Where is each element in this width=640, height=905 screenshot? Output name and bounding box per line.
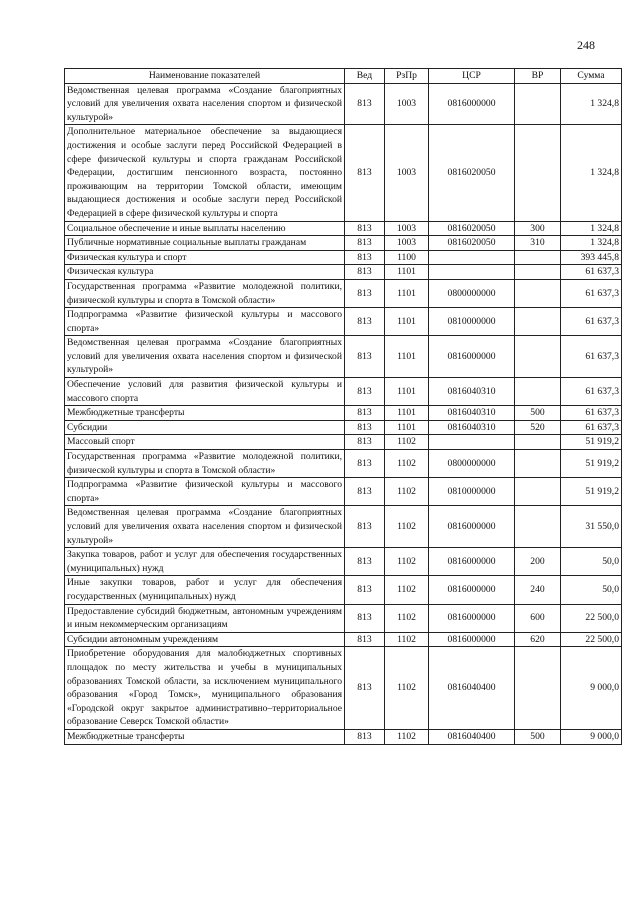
cell-csr: 0816040400 bbox=[429, 647, 515, 730]
cell-vr: 500 bbox=[515, 406, 561, 421]
cell-vr: 500 bbox=[515, 729, 561, 744]
cell-csr: 0816000000 bbox=[429, 604, 515, 632]
table-row bbox=[65, 125, 622, 221]
table-row bbox=[65, 478, 622, 506]
table-row bbox=[65, 236, 622, 251]
cell-sum: 1 324,8 bbox=[561, 221, 622, 236]
cell-ved: 813 bbox=[345, 236, 385, 251]
cell-rzpr: 1102 bbox=[385, 478, 429, 506]
cell-csr bbox=[429, 250, 515, 265]
header-sum: Сумма bbox=[561, 69, 622, 84]
header-vr: ВР bbox=[515, 69, 561, 84]
cell-csr: 0816040310 bbox=[429, 378, 515, 406]
cell-vr bbox=[515, 478, 561, 506]
cell-sum: 61 637,3 bbox=[561, 406, 622, 421]
cell-sum: 1 324,8 bbox=[561, 236, 622, 251]
cell-ved: 813 bbox=[345, 250, 385, 265]
cell-name: Физическая культура bbox=[65, 265, 345, 280]
cell-sum: 22 500,0 bbox=[561, 604, 622, 632]
cell-rzpr: 1102 bbox=[385, 450, 429, 478]
budget-table bbox=[64, 68, 622, 745]
table-row bbox=[65, 378, 622, 406]
cell-rzpr: 1102 bbox=[385, 632, 429, 647]
table-row bbox=[65, 576, 622, 604]
cell-csr: 0816000000 bbox=[429, 506, 515, 548]
cell-name: Дополнительное материальное обеспечение за выдающиеся достижения и особые заслуги перед Российской Федерацией в сфере физической культуры и спорта гражданам Российской Федерации, достигшим пенсионного возраста, постоянно проживающим на территории Томской области, имеющим выдающиеся достижения и особые заслуги перед Российской Федерацией в сфере физической культуры и спорта bbox=[65, 125, 345, 221]
cell-csr: 0816000000 bbox=[429, 632, 515, 647]
cell-vr: 200 bbox=[515, 548, 561, 576]
cell-ved: 813 bbox=[345, 450, 385, 478]
table-row bbox=[65, 604, 622, 632]
cell-name: Межбюджетные трансферты bbox=[65, 729, 345, 744]
cell-rzpr: 1101 bbox=[385, 308, 429, 336]
cell-name: Социальное обеспечение и иные выплаты населению bbox=[65, 221, 345, 236]
cell-sum: 51 919,2 bbox=[561, 478, 622, 506]
cell-name: Подпрограмма «Развитие физической культуры и массового спорта» bbox=[65, 308, 345, 336]
cell-sum: 61 637,3 bbox=[561, 308, 622, 336]
cell-csr: 0816040310 bbox=[429, 420, 515, 435]
cell-sum: 9 000,0 bbox=[561, 647, 622, 730]
cell-ved: 813 bbox=[345, 125, 385, 221]
table-row bbox=[65, 308, 622, 336]
cell-vr: 520 bbox=[515, 420, 561, 435]
cell-rzpr: 1101 bbox=[385, 265, 429, 280]
cell-csr: 0810000000 bbox=[429, 478, 515, 506]
cell-vr bbox=[515, 435, 561, 450]
table-body bbox=[65, 83, 622, 744]
cell-rzpr: 1101 bbox=[385, 336, 429, 378]
cell-ved: 813 bbox=[345, 548, 385, 576]
header-rzpr: РзПр bbox=[385, 69, 429, 84]
cell-name: Публичные нормативные социальные выплаты гражданам bbox=[65, 236, 345, 251]
cell-csr: 0816000000 bbox=[429, 83, 515, 125]
table-row bbox=[65, 632, 622, 647]
cell-ved: 813 bbox=[345, 221, 385, 236]
cell-vr bbox=[515, 450, 561, 478]
cell-sum: 9 000,0 bbox=[561, 729, 622, 744]
cell-name: Государственная программа «Развитие молодежной политики, физической культуры и спорта в Томской области» bbox=[65, 450, 345, 478]
cell-vr bbox=[515, 647, 561, 730]
cell-rzpr: 1102 bbox=[385, 435, 429, 450]
table-row bbox=[65, 265, 622, 280]
cell-rzpr: 1102 bbox=[385, 647, 429, 730]
table-row bbox=[65, 83, 622, 125]
cell-vr: 620 bbox=[515, 632, 561, 647]
table-header-row bbox=[65, 69, 622, 84]
cell-ved: 813 bbox=[345, 83, 385, 125]
cell-rzpr: 1101 bbox=[385, 406, 429, 421]
cell-ved: 813 bbox=[345, 729, 385, 744]
cell-csr: 0816040310 bbox=[429, 406, 515, 421]
cell-vr bbox=[515, 378, 561, 406]
cell-csr bbox=[429, 435, 515, 450]
cell-csr: 0800000000 bbox=[429, 450, 515, 478]
table-row bbox=[65, 435, 622, 450]
table-row bbox=[65, 729, 622, 744]
page-number: 248 bbox=[577, 38, 595, 52]
table-row bbox=[65, 406, 622, 421]
cell-vr bbox=[515, 506, 561, 548]
cell-sum: 61 637,3 bbox=[561, 265, 622, 280]
cell-vr: 310 bbox=[515, 236, 561, 251]
cell-csr: 0800000000 bbox=[429, 279, 515, 307]
cell-sum: 61 637,3 bbox=[561, 378, 622, 406]
cell-sum: 51 919,2 bbox=[561, 450, 622, 478]
table-row bbox=[65, 548, 622, 576]
cell-name: Массовый спорт bbox=[65, 435, 345, 450]
table-row bbox=[65, 221, 622, 236]
cell-sum: 61 637,3 bbox=[561, 279, 622, 307]
cell-rzpr: 1100 bbox=[385, 250, 429, 265]
cell-sum: 31 550,0 bbox=[561, 506, 622, 548]
cell-name: Межбюджетные трансферты bbox=[65, 406, 345, 421]
cell-sum: 393 445,8 bbox=[561, 250, 622, 265]
cell-ved: 813 bbox=[345, 576, 385, 604]
cell-vr bbox=[515, 250, 561, 265]
cell-name: Ведомственная целевая программа «Создание благоприятных условий для увеличения охвата населения спортом и физической культурой» bbox=[65, 506, 345, 548]
header-name: Наименование показателей bbox=[65, 69, 345, 84]
cell-rzpr: 1102 bbox=[385, 729, 429, 744]
cell-rzpr: 1003 bbox=[385, 221, 429, 236]
cell-sum: 1 324,8 bbox=[561, 83, 622, 125]
cell-ved: 813 bbox=[345, 435, 385, 450]
cell-vr bbox=[515, 279, 561, 307]
cell-name: Обеспечение условий для развития физической культуры и массового спорта bbox=[65, 378, 345, 406]
table-row bbox=[65, 506, 622, 548]
cell-vr bbox=[515, 336, 561, 378]
cell-rzpr: 1101 bbox=[385, 420, 429, 435]
cell-rzpr: 1003 bbox=[385, 236, 429, 251]
cell-csr: 0810000000 bbox=[429, 308, 515, 336]
cell-ved: 813 bbox=[345, 406, 385, 421]
cell-csr: 0816020050 bbox=[429, 236, 515, 251]
cell-ved: 813 bbox=[345, 420, 385, 435]
cell-name: Подпрограмма «Развитие физической культуры и массового спорта» bbox=[65, 478, 345, 506]
cell-name: Ведомственная целевая программа «Создание благоприятных условий для увеличения охвата населения спортом и физической культурой» bbox=[65, 336, 345, 378]
table-row bbox=[65, 647, 622, 730]
cell-ved: 813 bbox=[345, 604, 385, 632]
table-row bbox=[65, 250, 622, 265]
cell-csr: 0816020050 bbox=[429, 221, 515, 236]
cell-csr: 0816000000 bbox=[429, 336, 515, 378]
cell-rzpr: 1003 bbox=[385, 83, 429, 125]
cell-ved: 813 bbox=[345, 647, 385, 730]
cell-sum: 50,0 bbox=[561, 548, 622, 576]
table-row bbox=[65, 450, 622, 478]
cell-csr: 0816020050 bbox=[429, 125, 515, 221]
table-row bbox=[65, 279, 622, 307]
cell-name: Предоставление субсидий бюджетным, автономным учреждениям и иным некоммерческим организациям bbox=[65, 604, 345, 632]
header-ved: Вед bbox=[345, 69, 385, 84]
cell-sum: 50,0 bbox=[561, 576, 622, 604]
cell-ved: 813 bbox=[345, 506, 385, 548]
cell-name: Государственная программа «Развитие молодежной политики, физической культуры и спорта в Томской области» bbox=[65, 279, 345, 307]
cell-rzpr: 1102 bbox=[385, 506, 429, 548]
cell-ved: 813 bbox=[345, 378, 385, 406]
cell-rzpr: 1102 bbox=[385, 576, 429, 604]
table-row bbox=[65, 420, 622, 435]
cell-vr bbox=[515, 125, 561, 221]
cell-ved: 813 bbox=[345, 308, 385, 336]
cell-csr: 0816000000 bbox=[429, 576, 515, 604]
cell-sum: 51 919,2 bbox=[561, 435, 622, 450]
cell-vr bbox=[515, 265, 561, 280]
cell-sum: 1 324,8 bbox=[561, 125, 622, 221]
cell-vr: 600 bbox=[515, 604, 561, 632]
cell-csr bbox=[429, 265, 515, 280]
cell-rzpr: 1102 bbox=[385, 548, 429, 576]
cell-name: Физическая культура и спорт bbox=[65, 250, 345, 265]
cell-sum: 22 500,0 bbox=[561, 632, 622, 647]
cell-name: Иные закупки товаров, работ и услуг для обеспечения государственных (муниципальных) нужд bbox=[65, 576, 345, 604]
cell-vr bbox=[515, 83, 561, 125]
cell-vr bbox=[515, 308, 561, 336]
table-row bbox=[65, 336, 622, 378]
cell-name: Субсидии bbox=[65, 420, 345, 435]
cell-ved: 813 bbox=[345, 336, 385, 378]
cell-sum: 61 637,3 bbox=[561, 336, 622, 378]
cell-vr: 240 bbox=[515, 576, 561, 604]
cell-ved: 813 bbox=[345, 279, 385, 307]
cell-rzpr: 1003 bbox=[385, 125, 429, 221]
cell-sum: 61 637,3 bbox=[561, 420, 622, 435]
cell-vr: 300 bbox=[515, 221, 561, 236]
cell-rzpr: 1101 bbox=[385, 279, 429, 307]
cell-name: Закупка товаров, работ и услуг для обеспечения государственных (муниципальных) нужд bbox=[65, 548, 345, 576]
cell-csr: 0816000000 bbox=[429, 548, 515, 576]
header-csr: ЦСР bbox=[429, 69, 515, 84]
cell-ved: 813 bbox=[345, 478, 385, 506]
cell-csr: 0816040400 bbox=[429, 729, 515, 744]
cell-rzpr: 1102 bbox=[385, 604, 429, 632]
cell-ved: 813 bbox=[345, 632, 385, 647]
cell-name: Субсидии автономным учреждениям bbox=[65, 632, 345, 647]
cell-name: Ведомственная целевая программа «Создание благоприятных условий для увеличения охвата населения спортом и физической культурой» bbox=[65, 83, 345, 125]
cell-rzpr: 1101 bbox=[385, 378, 429, 406]
cell-name: Приобретение оборудования для малобюджетных спортивных площадок по месту жительства и учебы в муниципальных образованиях Томской области, за исключением муниципального образования «Город Томск», муниципального образования «Городской округ закрытое административно–территориальное образование Северск Томской области» bbox=[65, 647, 345, 730]
cell-ved: 813 bbox=[345, 265, 385, 280]
